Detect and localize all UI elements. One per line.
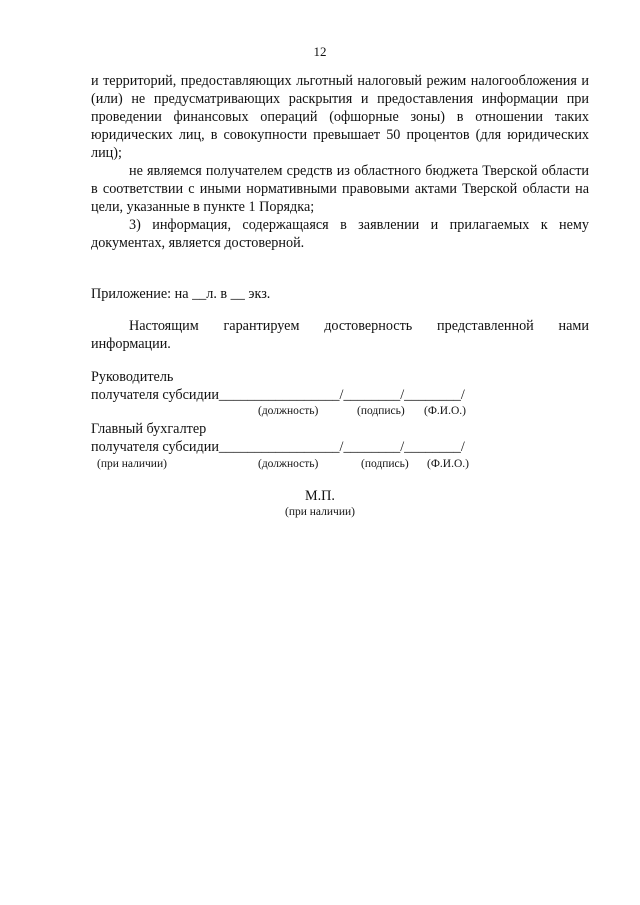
appendix-line: Приложение: на __л. в __ экз.: [91, 286, 271, 302]
stamp-note: (при наличии): [285, 506, 355, 518]
accountant-title: Главный бухгалтер: [91, 421, 207, 437]
guarantee-line-2: информации.: [91, 336, 171, 352]
head-signature-line: получателя субсидии_________________/________/________/: [91, 387, 465, 403]
stamp-label: М.П.: [305, 488, 335, 504]
paragraph-not-recipient: не являемся получателем средств из областного бюджета Тверской области в соответствии с иными нормативными правовыми актами Тверской области на цели, указанные в пункте 1 Порядка;: [91, 163, 589, 215]
head-title: Руководитель: [91, 369, 174, 385]
body-text: [91, 72, 589, 252]
accountant-caption-name: (Ф.И.О.): [427, 458, 469, 470]
accountant-caption-position: (должность): [258, 458, 319, 470]
head-caption-signature: (подпись): [357, 405, 405, 417]
head-caption-position: (должность): [258, 405, 319, 417]
paragraph-information-reliable: 3) информация, содержащаяся в заявлении и прилагаемых к нему документах, является достоверной.: [91, 217, 589, 251]
accountant-caption-signature: (подпись): [361, 458, 409, 470]
page-number: 12: [313, 44, 327, 59]
guarantee-statement: [91, 317, 589, 353]
accountant-signature-line: получателя субсидии_________________/________/________/: [91, 439, 465, 455]
guarantee-line-1: Настоящим гарантируем достоверность представленной нами: [129, 318, 589, 334]
accountant-note: (при наличии): [97, 458, 167, 470]
head-caption-name: (Ф.И.О.): [424, 405, 466, 417]
paragraph-offshore: и территорий, предоставляющих льготный налоговый режим налогообложения и (или) не предусматривающих раскрытия и предоставления информации при проведении финансовых операций (офшорные зоны) в отношении таких юридических лиц, в совокупности превышает 50 процентов (для юридических лиц);: [91, 73, 589, 161]
